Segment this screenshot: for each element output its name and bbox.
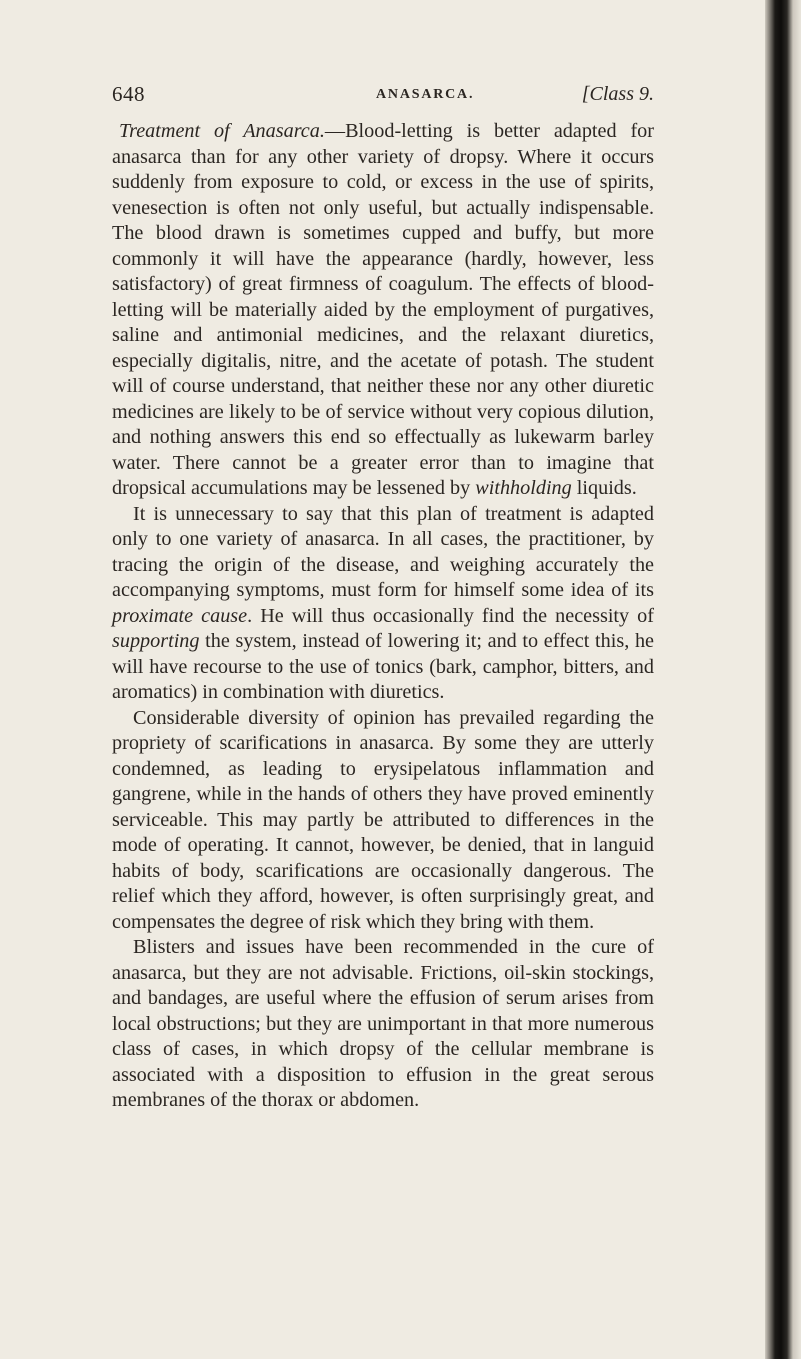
emphasis-text: proximate cause <box>112 604 248 627</box>
running-head: ANASARCA. <box>376 87 475 102</box>
body-text <box>112 119 654 1114</box>
emphasis-text: withholding <box>475 477 572 499</box>
book-spine-shadow <box>765 0 801 1359</box>
paragraph-text: . He will thus occasionally find the necessity of <box>247 604 654 627</box>
page-header <box>112 82 654 112</box>
page-number: 648 <box>112 82 145 106</box>
section-heading: Treatment of Anasarca. <box>119 120 325 142</box>
paragraph-proximate-cause <box>112 502 654 706</box>
paragraph-blisters: Blisters and issues have been recommended in the cure of anasarca, but they are not advisable. Frictions, oil-skin stockings, and bandages, are useful where the effusion of serum arises from local obstructions; but they are unimportant in that more numerous class of cases, in which dropsy of the cellular membrane is associated with a disposition to effusion in the great serous membranes of the thorax or abdomen. <box>112 936 654 1111</box>
paragraph-text: the system, instead of lowering it; and to effect this, he will have recourse to the use of tonics (bark, camphor, bitters, and aromatics) in combination with diuretics. <box>112 630 654 703</box>
paragraph-text: It is unnecessary to say that this plan of treatment is adapted only to one variety of anasarca. In all cases, the practitioner, by tracing the origin of the disease, and weighing accurately the accompanying symptoms, must form for himself some idea of its <box>112 502 654 601</box>
emphasis-text: supporting <box>112 630 200 652</box>
class-label: [Class 9. <box>581 83 654 105</box>
paragraph-text: liquids. <box>571 477 637 499</box>
paragraph-treatment <box>112 119 654 502</box>
paragraph-text: —Blood-letting is better adapted for anasarca than for any other variety of dropsy. Where it occurs suddenly from exposure to cold, or excess in the use of spirits, venesection is often not only useful, but actually indispensable. The blood drawn is sometimes cupped and buffy, but more commonly it will have the appearance (hardly, however, less satisfactory) of great firmness of coagulum. The effects of blood-letting will be materially aided by the employment of purgatives, saline and antimonial medicines, and the relaxant diuretics, especially digitalis, nitre, and the acetate of potash. The student will of course understand, that neither these nor any other diuretic medicines are likely to be of service without very copious dilution, and nothing answers this end so effectually as lukewarm barley water. There cannot be a greater error than to imagine that dropsical accumulations may be lessened by <box>112 120 655 499</box>
paragraph-scarifications: Considerable diversity of opinion has prevailed regarding the propriety of scarifications in anasarca. By some they are utterly condemned, as leading to erysipelatous inflammation and gangrene, while in the hands of others they have proved eminently serviceable. This may partly be attributed to differences in the mode of operating. It cannot, however, be denied, that in languid habits of body, scarifications are occasionally dangerous. The relief which they afford, however, is often surprisingly great, and compensates the degree of risk which they bring with them. <box>112 706 654 933</box>
